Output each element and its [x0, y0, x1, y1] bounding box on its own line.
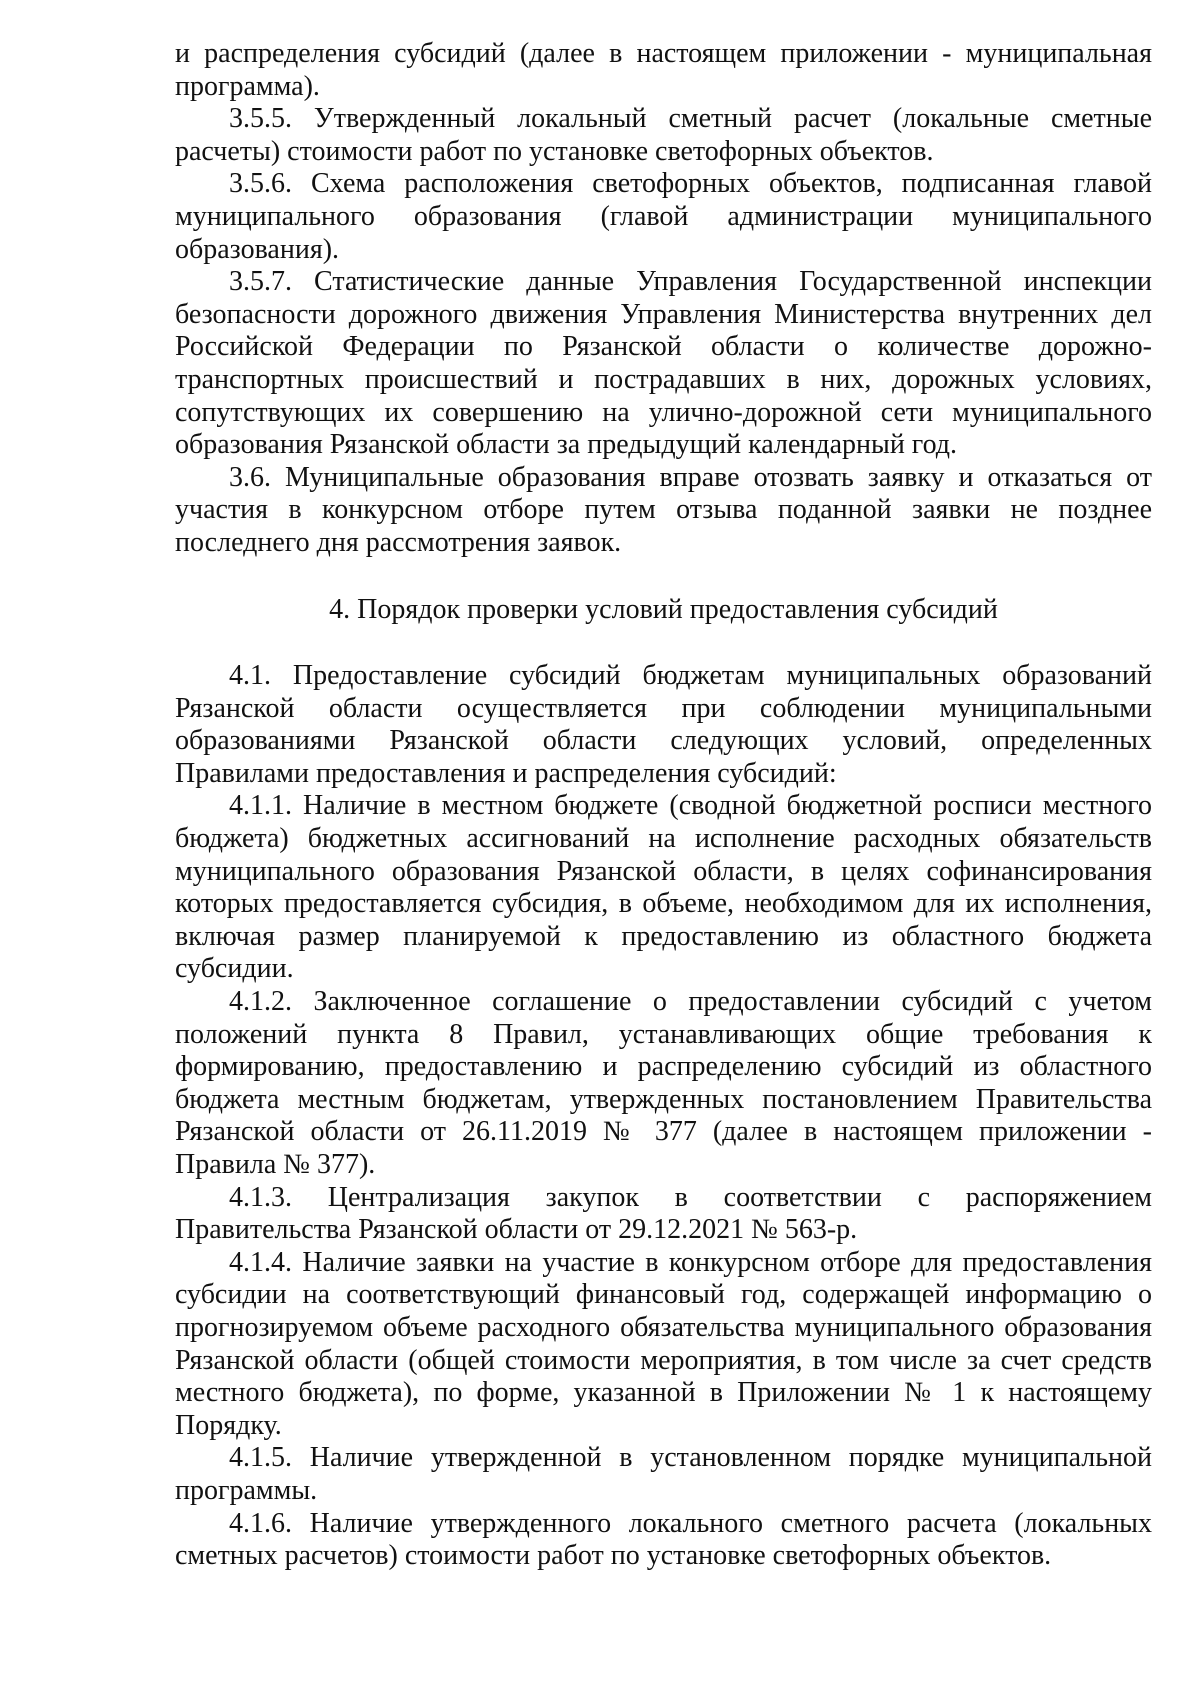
paragraph-3-5-5: 3.5.5. Утвержденный локальный сметный расчет (локальные сметные расчеты) стоимости работ по установке светофорных объектов.	[175, 103, 1152, 167]
paragraph-4-1-4: 4.1.4. Наличие заявки на участие в конкурсном отборе для предоставления субсидии на соответствующий финансовый год, содержащей информацию о прогнозируемом объеме расходного обязательства муниципального образования Рязанской области (общей стоимости мероприятия, в том числе за счет средств местного бюджета), по форме, указанной в Приложении № 1 к настоящему Порядку.	[175, 1246, 1152, 1441]
paragraph-3-6: 3.6. Муниципальные образования вправе отозвать заявку и отказаться от участия в конкурсном отборе путем отзыва поданной заявки не позднее последнего дня рассмотрения заявок.	[175, 461, 1152, 558]
document-page	[175, 38, 1152, 1573]
paragraph-4-1-1: 4.1.1. Наличие в местном бюджете (сводной бюджетной росписи местного бюджета) бюджетных ассигнований на исполнение расходных обязательств муниципального образования Рязанской области, в целях софинансирования которых предоставляется субсидия, в объеме, необходимом для их исполнения, включая размер планируемой к предоставлению из областного бюджета субсидии.	[175, 790, 1152, 985]
paragraph-3-5-7: 3.5.7. Статистические данные Управления Государственной инспекции безопасности дорожного движения Управления Министерства внутренних дел Российской Федерации по Рязанской области о количестве дорожно-транспортных происшествий и пострадавших в них, дорожных условиях, сопутствующих их совершению на улично-дорожной сети муниципального образования Рязанской области за предыдущий календарный год.	[175, 266, 1152, 461]
paragraph-4-1-5: 4.1.5. Наличие утвержденной в установленном порядке муниципальной программы.	[175, 1442, 1152, 1506]
section-heading: 4. Порядок проверки условий предоставления субсидий	[329, 593, 998, 625]
paragraph-3-5-6: 3.5.6. Схема расположения светофорных объектов, подписанная главой муниципального образования (главой администрации муниципального образования).	[175, 168, 1152, 265]
paragraph-continuation: и распределения субсидий (далее в настоящем приложении - муниципальная программа).	[175, 38, 1152, 102]
paragraph-4-1: 4.1. Предоставление субсидий бюджетам муниципальных образований Рязанской области осуществляется при соблюдении муниципальными образованиями Рязанской области следующих условий, определенных Правилами предоставления и распределения субсидий:	[175, 660, 1152, 789]
paragraph-4-1-3: 4.1.3. Централизация закупок в соответствии с распоряжением Правительства Рязанской области от 29.12.2021 № 563-р.	[175, 1181, 1152, 1246]
paragraph-4-1-6: 4.1.6. Наличие утвержденного локального сметного расчета (локальных сметных расчетов) стоимости работ по установке светофорных объектов.	[175, 1507, 1152, 1572]
paragraph-4-1-2: 4.1.2. Заключенное соглашение о предоставлении субсидий с учетом положений пункта 8 Правил, устанавливающих общие требования к формированию, предоставлению и распределению субсидий из областного бюджета местным бюджетам, утвержденных постановлением Правительства Рязанской области от 26.11.2019 № 377 (далее в настоящем приложении - Правила № 377).	[175, 986, 1152, 1180]
